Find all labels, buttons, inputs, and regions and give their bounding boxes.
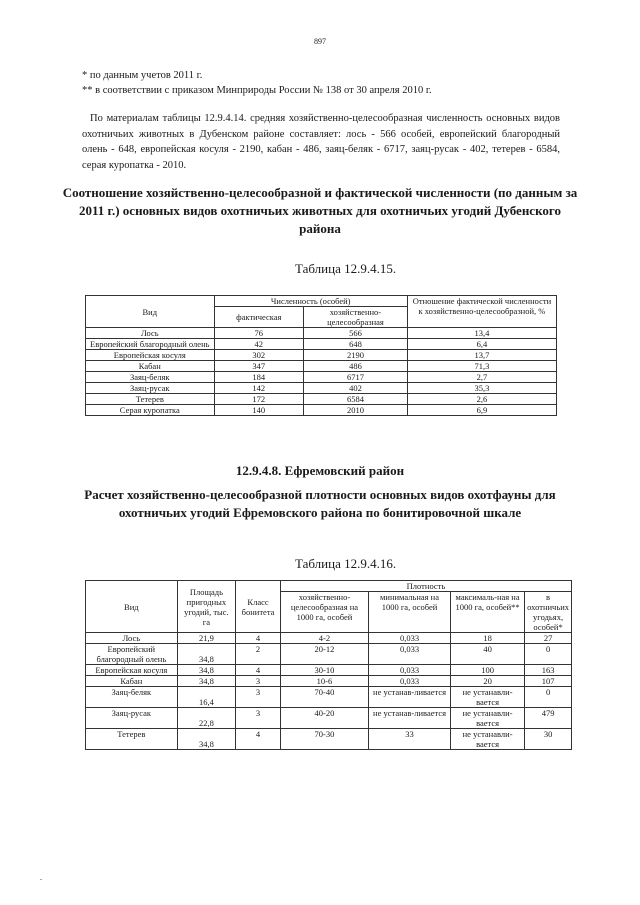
table-row (86, 350, 557, 361)
table-row (86, 383, 557, 394)
cell-max-density: не устанавли-вается (451, 708, 525, 729)
col-area: Площадь пригодных угодий, тыс. га (177, 581, 236, 633)
col-max-density: максималь-ная на 1000 га, особей** (451, 592, 525, 633)
cell-min-density: не устанав-ливается (369, 687, 451, 708)
cell-in-lands: 0 (525, 644, 572, 665)
cell-in-lands: 479 (525, 708, 572, 729)
cell-actual: 184 (214, 372, 303, 383)
cell-class: 2 (236, 644, 281, 665)
table-row (86, 665, 572, 676)
cell-class: 4 (236, 665, 281, 676)
table-row (86, 708, 572, 729)
cell-min-density: 0,033 (369, 633, 451, 644)
cell-ratio: 35,3 (407, 383, 556, 394)
cell-min-density: 33 (369, 729, 451, 750)
col-ratio: Отношение фактической численности к хозяйственно-целесообразной, % (407, 296, 556, 328)
cell-max-density: 40 (451, 644, 525, 665)
cell-target-density: 70-30 (280, 729, 368, 750)
cell-species: Лось (86, 328, 215, 339)
cell-max-density: 18 (451, 633, 525, 644)
cell-species: Тетерев (86, 394, 215, 405)
cell-ratio: 71,3 (407, 361, 556, 372)
cell-area: 22,8 (177, 708, 236, 729)
col-actual: фактическая (214, 307, 303, 328)
cell-target-density: 20-12 (280, 644, 368, 665)
table-row (86, 372, 557, 383)
cell-actual: 172 (214, 394, 303, 405)
stray-mark: . (40, 873, 42, 882)
cell-max-density: не устанавли-вается (451, 687, 525, 708)
ratio-table (85, 295, 557, 416)
cell-in-lands: 27 (525, 633, 572, 644)
cell-ratio: 13,4 (407, 328, 556, 339)
cell-species: Тетерев (86, 729, 178, 750)
cell-actual: 42 (214, 339, 303, 350)
table-row (86, 339, 557, 350)
col-density-group: Плотность (280, 581, 571, 592)
cell-min-density: не устанав-ливается (369, 708, 451, 729)
body-paragraph (82, 111, 560, 173)
cell-species: Заяц-беляк (86, 372, 215, 383)
cell-max-density: 20 (451, 676, 525, 687)
table-row (86, 394, 557, 405)
cell-in-lands: 30 (525, 729, 572, 750)
footnote-1: * по данным учетов 2011 г. (82, 70, 203, 81)
cell-max-density: не устанавли-вается (451, 729, 525, 750)
cell-area: 34,8 (177, 676, 236, 687)
cell-actual: 142 (214, 383, 303, 394)
cell-ratio: 13,7 (407, 350, 556, 361)
cell-species: Заяц-русак (86, 708, 178, 729)
cell-target: 6584 (304, 394, 408, 405)
cell-area: 16,4 (177, 687, 236, 708)
cell-min-density: 0,033 (369, 665, 451, 676)
cell-ratio: 6,4 (407, 339, 556, 350)
col-count-group: Численность (особей) (214, 296, 407, 307)
paragraph-text: По материалам таблицы 12.9.4.14. средняя хозяйственно-целесообразная численность основных видов охотничьих животных в Дубенском районе составляет: лось - 566 особей, европейский благородный олень - 648, европейская косуля - 2190, кабан - 486, заяц-беляк - 6717, заяц-русак - 402, тетерев - 6584, серая куропатка - 2010. (82, 113, 560, 171)
section-heading-dubensky: Соотношение хозяйственно-целесообразной и фактической численности (по данным за 2011 г.) основных видов охотничьих животных для охотничьих угодий Дубенского района (62, 185, 578, 236)
table-row (86, 405, 557, 416)
cell-species: Европейская косуля (86, 665, 178, 676)
cell-ratio: 2,6 (407, 394, 556, 405)
table-caption-15: Таблица 12.9.4.15. (295, 261, 397, 276)
cell-actual: 140 (214, 405, 303, 416)
cell-target: 402 (304, 383, 408, 394)
district-heading: 12.9.4.8. Ефремовский район (235, 463, 405, 478)
col-in-lands: в охотничьих угодьях, особей* (525, 592, 572, 633)
cell-max-density: 100 (451, 665, 525, 676)
cell-ratio: 6,9 (407, 405, 556, 416)
table-row (86, 644, 572, 665)
table-row (86, 687, 572, 708)
cell-in-lands: 163 (525, 665, 572, 676)
cell-class: 3 (236, 687, 281, 708)
cell-target-density: 30-10 (280, 665, 368, 676)
cell-target: 2010 (304, 405, 408, 416)
page-number: 897 (314, 37, 326, 46)
cell-class: 4 (236, 633, 281, 644)
cell-target-density: 10-6 (280, 676, 368, 687)
cell-species: Европейский благородный олень (86, 339, 215, 350)
cell-species: Кабан (86, 676, 178, 687)
cell-species: Серая куропатка (86, 405, 215, 416)
table-row (86, 633, 572, 644)
cell-species: Европейский благородный олень (86, 644, 178, 665)
col-class: Класс бонитета (236, 581, 281, 633)
cell-min-density: 0,033 (369, 644, 451, 665)
cell-class: 3 (236, 676, 281, 687)
cell-in-lands: 107 (525, 676, 572, 687)
cell-target-density: 4-2 (280, 633, 368, 644)
cell-target: 6717 (304, 372, 408, 383)
col-species: Вид (86, 296, 215, 328)
cell-in-lands: 0 (525, 687, 572, 708)
cell-species: Кабан (86, 361, 215, 372)
section-heading-efremov: Расчет хозяйственно-целесообразной плотности основных видов охотфауны для охотничьих угодий Ефремовского района по бонитировочной шкале (84, 487, 556, 520)
cell-actual: 347 (214, 361, 303, 372)
cell-species: Европейская косуля (86, 350, 215, 361)
cell-target: 648 (304, 339, 408, 350)
cell-area: 34,8 (177, 644, 236, 665)
table-row (86, 676, 572, 687)
cell-target: 566 (304, 328, 408, 339)
cell-species: Заяц-беляк (86, 687, 178, 708)
col-target-density: хозяйственно-целесообразная на 1000 га, особей (280, 592, 368, 633)
cell-actual: 76 (214, 328, 303, 339)
cell-ratio: 2,7 (407, 372, 556, 383)
table-row (86, 361, 557, 372)
cell-min-density: 0,033 (369, 676, 451, 687)
cell-class: 3 (236, 708, 281, 729)
cell-target: 2190 (304, 350, 408, 361)
cell-area: 34,8 (177, 729, 236, 750)
table-row (86, 729, 572, 750)
footnote-2: ** в соответствии с приказом Минприроды России № 138 от 30 апреля 2010 г. (82, 85, 432, 96)
col-species: Вид (86, 581, 178, 633)
cell-class: 4 (236, 729, 281, 750)
cell-area: 21,9 (177, 633, 236, 644)
col-min-density: минимальная на 1000 га, особей (369, 592, 451, 633)
cell-target-density: 40-20 (280, 708, 368, 729)
table-caption-16: Таблица 12.9.4.16. (295, 556, 397, 571)
cell-actual: 302 (214, 350, 303, 361)
cell-area: 34,8 (177, 665, 236, 676)
cell-species: Лось (86, 633, 178, 644)
col-target: хозяйственно-целесообразная (304, 307, 408, 328)
cell-target: 486 (304, 361, 408, 372)
density-table (85, 580, 572, 750)
table-row (86, 328, 557, 339)
cell-target-density: 70-40 (280, 687, 368, 708)
cell-species: Заяц-русак (86, 383, 215, 394)
